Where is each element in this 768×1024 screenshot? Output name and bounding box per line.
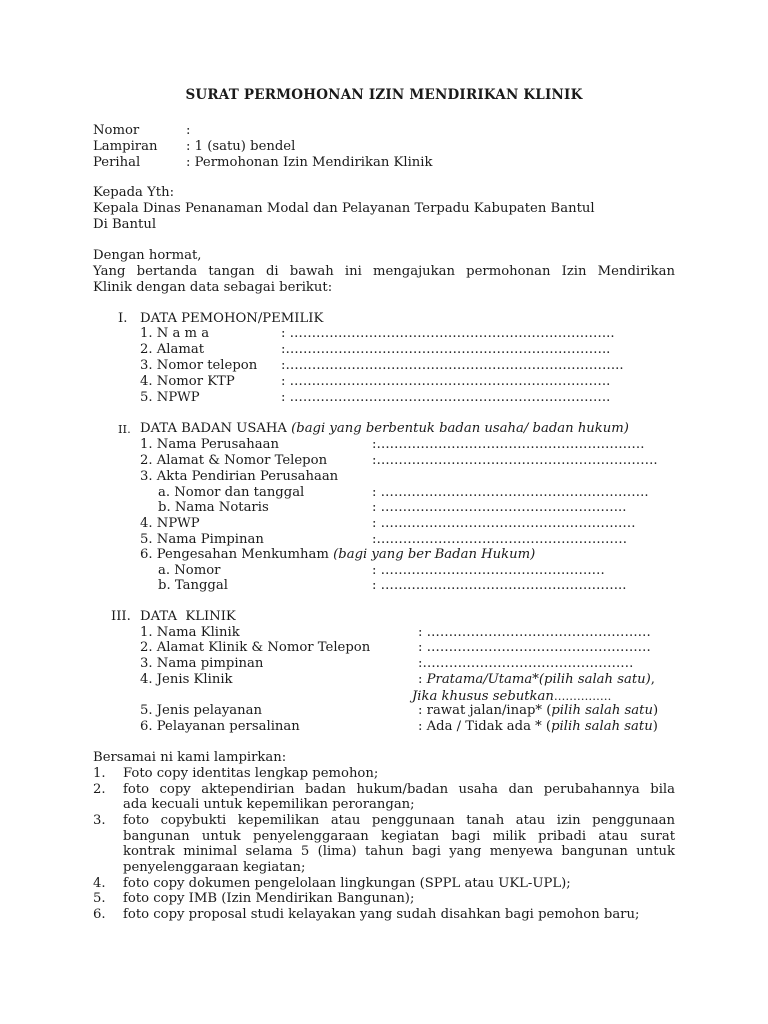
attachment-6-num: 6. [93,907,106,922]
section-3-number: III. [111,609,131,624]
section-3-value-jenis-pelayanan [418,703,658,719]
section-2-label-alamat: 2. Alamat & Nomor Telepon [140,453,328,468]
section-1-label-alamat: 2. Alamat [140,342,205,357]
section-2-value-pimpinan: :………………………………………………… [372,532,628,547]
recipient-office: Kepala Dinas Penanaman Modal dan Pelayanan Terpadu Kabupaten Bantul [93,201,595,216]
recipient-location: Di Bantul [93,217,157,232]
section-1-title: DATA PEMOHON/PEMILIK [140,311,324,326]
section-3-label-jenis-pelayanan: 5. Jenis pelayanan [140,703,263,718]
persalinan-pilih: pilih salah satu [551,719,653,734]
section-2-label-pengesahan: 6. Pengesahan Menkumham [140,547,329,562]
section-2-label-npwp: 4. NPWP [140,516,200,531]
header-perihal-value: : Permohonan Izin Mendirikan Klinik [186,155,433,170]
section-2-value-perusahaan: :……………………………………………………. [372,437,645,452]
section-2-value-pengesahan-nomor: : …………………………………………… [372,563,605,578]
persalinan-close: ) [652,719,658,734]
attachment-2-line-2: ada kecuali untuk kepemilikan perorangan; [123,797,415,812]
section-2-label-perusahaan: 1. Nama Perusahaan [140,437,279,452]
section-3-value-pimpinan: :………………………………………… [418,656,634,671]
jenis-pelayanan-close: ) [652,703,659,718]
section-2-pengesahan [140,547,535,563]
section-2-label-pimpinan: 5. Nama Pimpinan [140,532,264,547]
opening-line-2: Klinik dengan data sebagai berikut: [93,280,333,295]
section-3-label-alamat-klinik: 2. Alamat Klinik & Nomor Telepon [140,640,371,655]
jenis-pelayanan-pilih: pilih salah satu [551,703,653,718]
section-2-number: II. [118,422,131,436]
header-nomor-value: : [186,123,191,138]
attachment-2-line-1: foto copy aktependirian badan hukum/badan usaha dan perubahannya bila [123,782,675,797]
section-3-label-pimpinan: 3. Nama pimpinan [140,656,264,671]
section-3-title: DATA KLINIK [140,609,236,624]
recipient-greeting: Kepada Yth: [93,185,175,200]
jika-khusus-dots: …………… [553,689,612,703]
section-2-pengesahan-note: (bagi yang ber Badan Hukum) [333,547,536,562]
section-1-label-npwp: 5. NPWP [140,390,200,405]
section-1-value-nama: : ……………………………………………………………….. [281,326,615,341]
jika-khusus-label: Jika khusus sebutkan [412,689,554,704]
attachment-5-num: 5. [93,891,106,906]
header-lampiran-label: Lampiran [93,139,158,154]
section-3-value-jenis-klinik [418,672,655,688]
header-nomor-label: Nomor [93,123,140,138]
section-2-label-akta-nomor: a. Nomor dan tanggal [158,485,305,500]
section-2-value-pengesahan-tanggal: : ……………………………………………….. [372,578,627,593]
section-2-title: DATA BADAN USAHA [140,421,287,436]
section-2-label-akta: 3. Akta Pendirian Perusahaan [140,469,339,484]
section-1-value-npwp: : ………………………………………………………………. [281,390,611,405]
attachment-4-num: 4. [93,876,106,891]
section-2-label-notaris: b. Nama Notaris [158,500,269,515]
attachment-2-num: 2. [93,782,106,797]
section-2-note: (bagi yang berbentuk badan usaha/ badan hukum) [291,421,629,436]
section-3-label-jenis-klinik: 4. Jenis Klinik [140,672,233,687]
section-1-label-nama: 1. N a m a [140,326,210,341]
header-lampiran-value: : 1 (satu) bendel [186,139,296,154]
section-2-heading [140,421,629,437]
document-title: SURAT PERMOHONAN IZIN MENDIRIKAN KLINIK [185,87,583,103]
jenis-klinik-colon: : [418,672,427,687]
section-1-value-ktp: : ………………………………………………………………. [281,374,611,389]
section-3-value-persalinan [418,719,658,735]
section-1-value-telepon: :………………………………………………………………….. [281,358,624,373]
attachment-3-line-3: kontrak minimal selama 5 (lima) tahun bagi yang menyewa bangunan untuk [123,844,675,859]
section-2-value-akta-nomor: : ……………………………………………………. [372,485,649,500]
persalinan-options: : Ada / Tidak ada * ( [418,719,552,734]
attachment-1-text: Foto copy identitas lengkap pemohon; [123,766,379,781]
attachment-6-text: foto copy proposal studi kelayakan yang sudah disahkan bagi pemohon baru; [123,907,640,922]
section-2-label-pengesahan-nomor: a. Nomor [158,563,221,578]
section-1-number: I. [118,311,128,326]
section-1-label-telepon: 3. Nomor telepon [140,358,258,373]
attachment-4-text: foto copy dokumen pengelolaan lingkungan (SPPL atau UKL-UPL); [123,876,571,891]
attachments-intro: Bersamai ni kami lampirkan: [93,750,287,765]
opening-line-1: Yang bertanda tangan di bawah ini mengajukan permohonan Izin Mendirikan [93,264,675,279]
section-2-value-npwp: : …………………………………………………. [372,516,636,531]
section-1-label-ktp: 4. Nomor KTP [140,374,235,389]
section-2-value-notaris: : ……………………………………………….. [372,500,627,515]
attachment-1-num: 1. [93,766,106,781]
section-2-value-alamat: :………………………………………………………. [372,453,658,468]
header-perihal-label: Perihal [93,155,141,170]
jenis-klinik-comma: , [650,672,655,687]
section-3-value-nama-klinik: : …………………………………………… [418,625,651,640]
section-2-label-pengesahan-tanggal: b. Tanggal [158,578,228,593]
attachment-3-line-2: bangunan untuk penyelenggaraan kegiatan bagi milik pribadi atau surat [123,829,675,844]
section-3-label-persalinan: 6. Pelayanan persalinan [140,719,300,734]
jenis-pelayanan-options: : rawat jalan/inap* ( [418,703,552,718]
opening-greeting: Dengan hormat, [93,248,202,263]
section-3-value-alamat-klinik: : …………………………………………… [418,640,651,655]
section-3-label-nama-klinik: 1. Nama Klinik [140,625,240,640]
attachment-5-text: foto copy IMB (Izin Mendirikan Bangunan); [123,891,415,906]
jenis-klinik-option: Pratama/Utama*(pilih salah satu) [426,672,651,687]
attachment-3-line-1: foto copybukti kepemilikan atau penggunaan tanah atau izin penggunaan [123,813,675,828]
attachment-3-num: 3. [93,813,106,828]
attachment-3-line-4: penyelenggaraan kegiatan; [123,860,306,875]
section-1-value-alamat: :……………………………………………………………….. [281,342,611,357]
